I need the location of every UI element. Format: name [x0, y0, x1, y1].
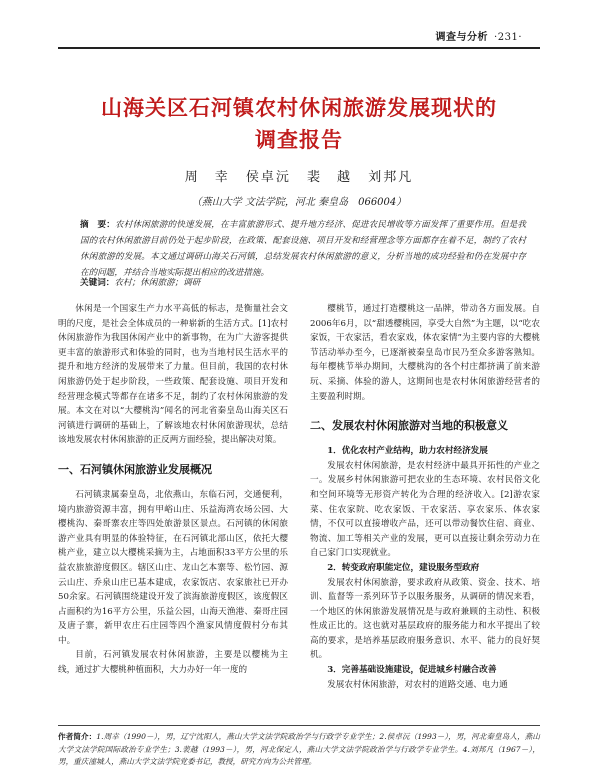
section-2-heading: 二、发展农村休闲旅游对当地的积极意义: [310, 419, 508, 433]
section-label: 调查与分析: [435, 32, 489, 43]
left-column: [58, 302, 288, 678]
section-1-paragraph-1: 石河镇隶属秦皇岛，北依燕山，东临石河，交通便利，境内旅游资源丰富，拥有甲峪山庄、乐益海湾农场公园、大樱桃沟、秦哥寨农庄等四处旅游景区景点。石河镇的休闲旅游产业具有明显的体验特征，在石河镇北部山区，依托大樱桃产业，建立以大樱桃采摘为主，占地面积33平方公里的乐益农旅旅游度假区。辖区山庄、龙山乞本寨等、松竹园、源云山庄、乔泉山庄已基本建成，农家饭店、农家旅社已开办50余家。石河镇围绕建设开发了滨海旅游度假区，该度假区占面积约为16平方公里，乐益公园，山海天渔港、秦哥庄园及唐子寨，新甲农庄石庄园等四个渔家风情度假村分布其中。: [58, 489, 288, 646]
footnote-label: 作者简介：: [58, 732, 97, 741]
subsection-2-paragraph: 发展农村休闲旅游，要求政府从政策、资金、技术、培训、监督等一系列环节予以服务服务，从调研的情况来看，一个地区的休闲旅游发展情况是与政府兼顾的主动性、积极性成正比的。这也就对基层政府的服务能力和水平提出了较高的要求，是培养基层政府服务意识、水平、能力的良好契机。: [310, 577, 540, 661]
author-footnote: [58, 731, 540, 769]
page-number: ·231·: [494, 32, 522, 43]
section-1-paragraph-2: 目前，石河镇发展农村休闲旅游，主要是以樱桃为主线，通过扩大樱桃种植面积，大力办好一年一度的: [58, 650, 288, 676]
keywords-text: 农村；休闲旅游；调研: [114, 278, 201, 288]
keywords: [80, 276, 526, 288]
title-line-1: 山海关区石河镇农村休闲旅游发展现状的: [101, 96, 497, 120]
subsection-3-heading: 3．完善基础设施建设，促进城乡村融合改善: [327, 665, 497, 676]
abstract: [80, 217, 526, 281]
subsection-3-paragraph: 发展农村休闲旅游，对农村的道路交通、电力通: [327, 679, 508, 690]
authors: 周 幸 侯卓沅 裴 越 刘邦凡: [184, 170, 414, 185]
footnote-rule: [58, 725, 540, 726]
right-column: [310, 302, 540, 692]
footnote-text: 1.周幸（1990－），男，辽宁沈阳人，燕山大学文法学院政治学与行政学专业学生；2.侯卓沅（1993－），男，河北秦皇岛人，燕山大学文法学院国际政治专业学生；3.裴越（1993－），男，河北保定人，燕山大学文法学院政治学与行政学专业学生。4.刘邦凡（1967－），男，重庆潼城人，燕山大学文法学院党委书记，教授，研究方向为公共管理。: [58, 732, 540, 766]
title-line-2: 调查报告: [255, 128, 343, 152]
article-title: [58, 92, 540, 156]
subsection-2-heading: 2．转变政府职能定位，建设服务型政府: [327, 562, 480, 573]
abstract-label: 摘 要：: [80, 220, 115, 230]
running-head: [436, 28, 522, 43]
continued-paragraph: 樱桃节，通过打造樱桃这一品牌，带动各方面发展。自2006年6月，以“甜透樱桃园，享受大自然”为主题，以“吃农家饭，干农家活，看农家戏，体农家情”为主要内容的大樱桃节活动举办至今，已逐渐被秦皇岛市民乃至众多游客熟知。每年樱桃节举办期间，大樱桃沟的各个村庄都挤满了前来游玩、采摘、体验的游人，这期间也是农村休闲旅游经营者的主要盈利时期。: [310, 304, 540, 402]
keywords-label: 关键词：: [80, 278, 115, 288]
subsection-1-paragraph: 发展农村休闲旅游，是农村经济中最具开拓性的产业之一。发展乡村休闲旅游可把农业的生态环境、农村民俗文化和空间环境等无形资产转化为合理的经济收入。[2]游农家菜、住农家院、吃农家饭、干农家活、享农家乐、体农家情，不仅可以直接增收产品，还可以带动餐饮住宿、商业、物流、加工等相关产业的发展，更可以直接让剩余劳动力在自己家门口实现就业。: [310, 460, 540, 559]
subsection-1-heading: 1．优化农村产业结构，助力农村经济发展: [327, 446, 488, 457]
intro-paragraph: 休闲是一个国家生产力水平高低的标志，是衡量社会文明的尺度，是社会全体成员的一种崭新的生活方式。[1]农村休闲旅游作为我国休闲产业中的新事物，在为广大游客提供更丰富的旅游形式和体验的同时，也为当地村民生活水平的提升和地方经济的发展带来了力量。但目前，我国的农村休闲旅游仍处于起步阶段，一些政策、配套设施、项目开发和经营理念模式等都存在诸多不足，制约了农村休闲旅游的发展。本文在对以“大樱桃沟”闻名的河北省秦皇岛山海关区石河镇进行调研的基础上，了解该地农村休闲旅游现状，总结该地发展农村休闲旅游的正反两方面经验，提出解决对策。: [58, 304, 288, 446]
affiliation: （燕山大学 文法学院，河北 秦皇岛 066004）: [191, 197, 407, 208]
header-rule: [58, 47, 540, 49]
section-1-heading: 一、石河镇休闲旅游业发展概况: [58, 462, 212, 476]
abstract-text: 农村休闲旅游的快速发展，在丰富旅游形式、提升地方经济、促进农民增收等方面发挥了重要作用。但是我国的农村休闲旅游目前仍处于起步阶段，在政策、配套设施、项目开发和经营理念等方面都存在着不足，制约了农村休闲旅游的发展。本文通过调研山海关石河镇，总结发展农村休闲旅游的意义，分析当地的成功经验和仍在发展中存在的问题，并结合当地实际提出相应的改进措施。: [80, 220, 526, 278]
